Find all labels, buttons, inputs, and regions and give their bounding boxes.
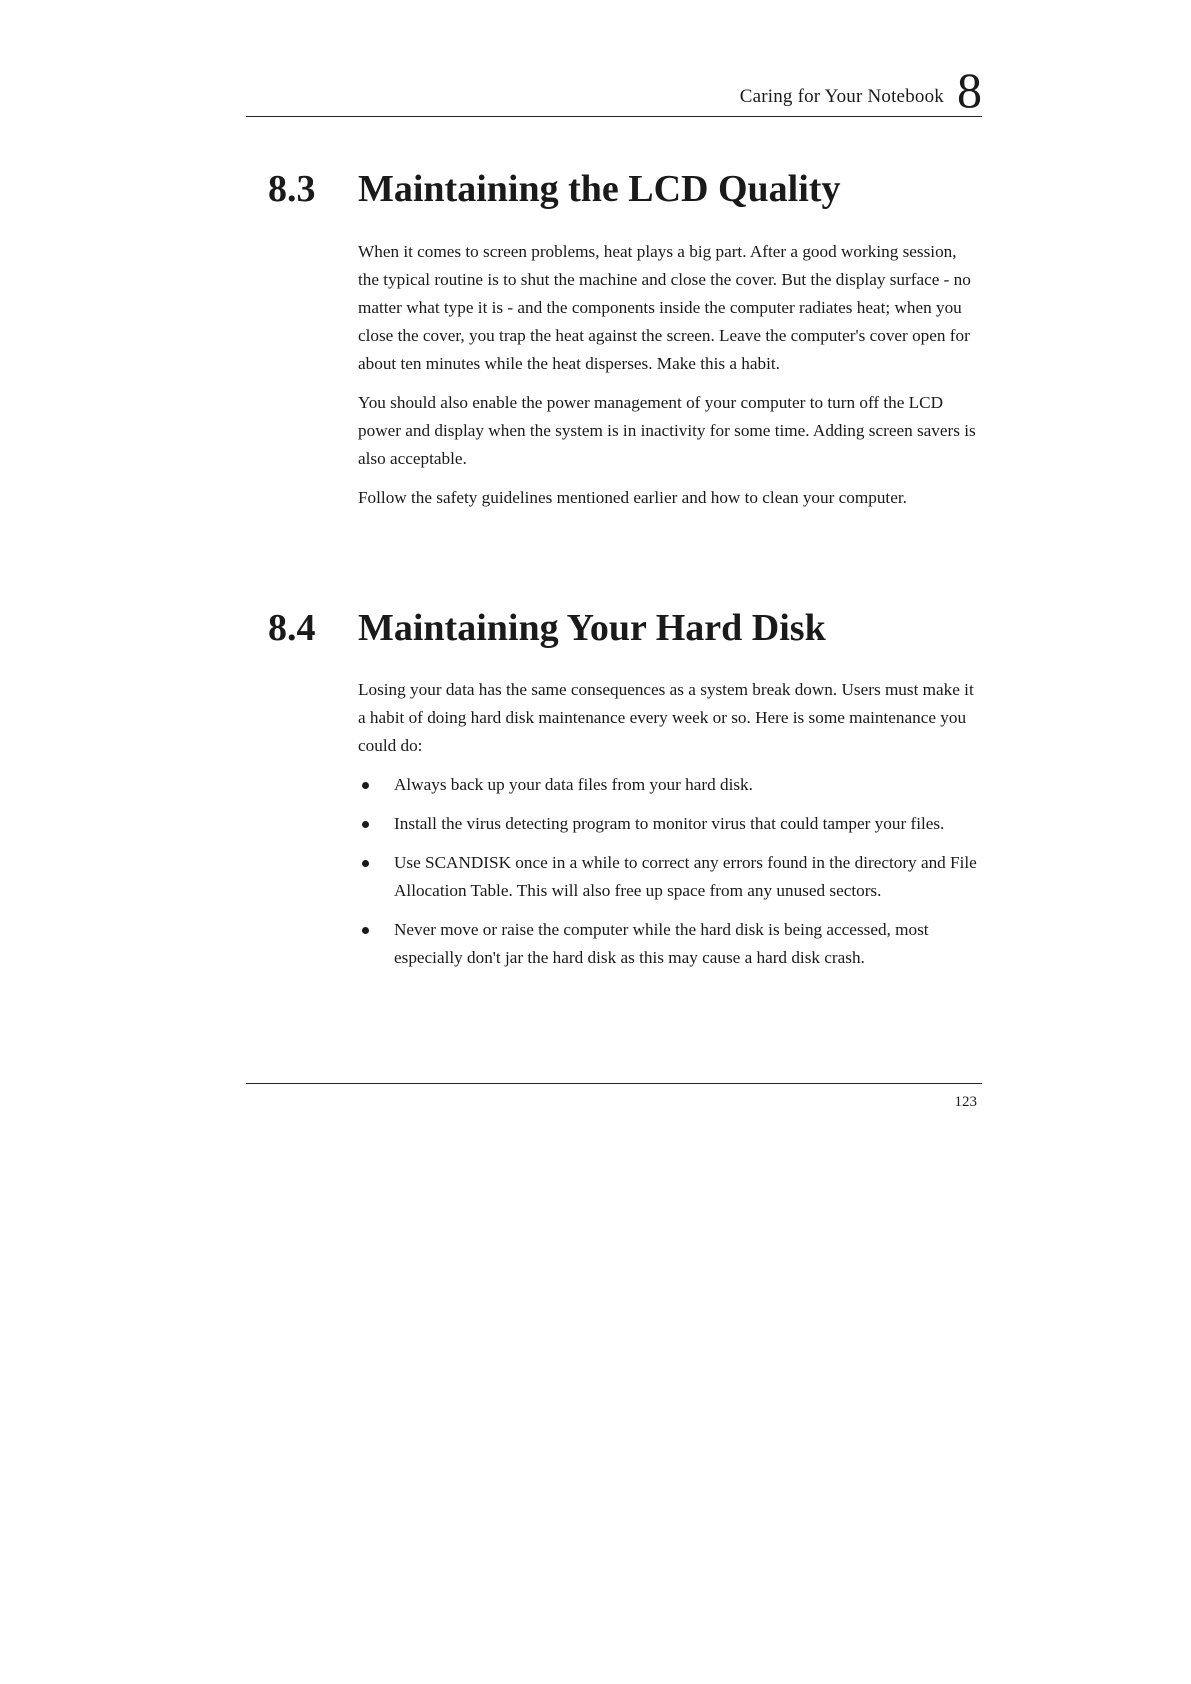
section-number: 8.4 xyxy=(268,607,316,649)
list-item-text: Always back up your data files from your hard disk. xyxy=(394,775,753,794)
list-item-text: Install the virus detecting program to monitor virus that could tamper your files. xyxy=(394,814,945,833)
section-number: 8.3 xyxy=(268,168,316,210)
list-item-text: Never move or raise the computer while the hard disk is being accessed, most especially don't jar the hard disk as this may cause a hard disk crash. xyxy=(394,920,929,967)
list-item xyxy=(358,771,980,799)
section-heading-8-4 xyxy=(268,606,826,650)
bullet-icon xyxy=(362,821,369,828)
paragraph: You should also enable the power management of your computer to turn off the LCD power and display when the system is in inactivity for some time. Adding screen savers is also acceptable. xyxy=(358,393,976,468)
list-item xyxy=(358,849,980,905)
page-number: 123 xyxy=(954,1094,977,1110)
section-body-8-4 xyxy=(358,676,980,983)
running-header xyxy=(246,62,982,117)
maintenance-list xyxy=(358,771,980,972)
chapter-number: 8 xyxy=(957,62,982,118)
section-body-8-3 xyxy=(358,238,980,523)
bullet-icon xyxy=(362,860,369,867)
bullet-icon xyxy=(362,782,369,789)
list-item xyxy=(358,916,980,972)
section-title: Maintaining Your Hard Disk xyxy=(358,607,826,649)
section-heading-8-3 xyxy=(268,167,840,211)
chapter-title: Caring for Your Notebook xyxy=(739,86,944,107)
section-title: Maintaining the LCD Quality xyxy=(358,168,841,210)
paragraph: When it comes to screen problems, heat plays a big part. After a good working session, the typical routine is to shut the machine and close the cover. But the display surface - no matter what type it is - and the components inside the computer radiates heat; when you close the cover, you trap the heat against the screen. Leave the computer's cover open for about ten minutes while the heat disperses. Make this a habit. xyxy=(358,242,971,373)
paragraph: Follow the safety guidelines mentioned earlier and how to clean your computer. xyxy=(358,488,907,507)
footer-divider xyxy=(246,1083,982,1084)
bullet-icon xyxy=(362,927,369,934)
list-item-text: Use SCANDISK once in a while to correct any errors found in the directory and File Allocation Table. This will also free up space from any unused sectors. xyxy=(394,853,977,900)
paragraph: Losing your data has the same consequences as a system break down. Users must make it a habit of doing hard disk maintenance every week or so. Here is some maintenance you could do: xyxy=(358,680,974,755)
list-item xyxy=(358,810,980,838)
